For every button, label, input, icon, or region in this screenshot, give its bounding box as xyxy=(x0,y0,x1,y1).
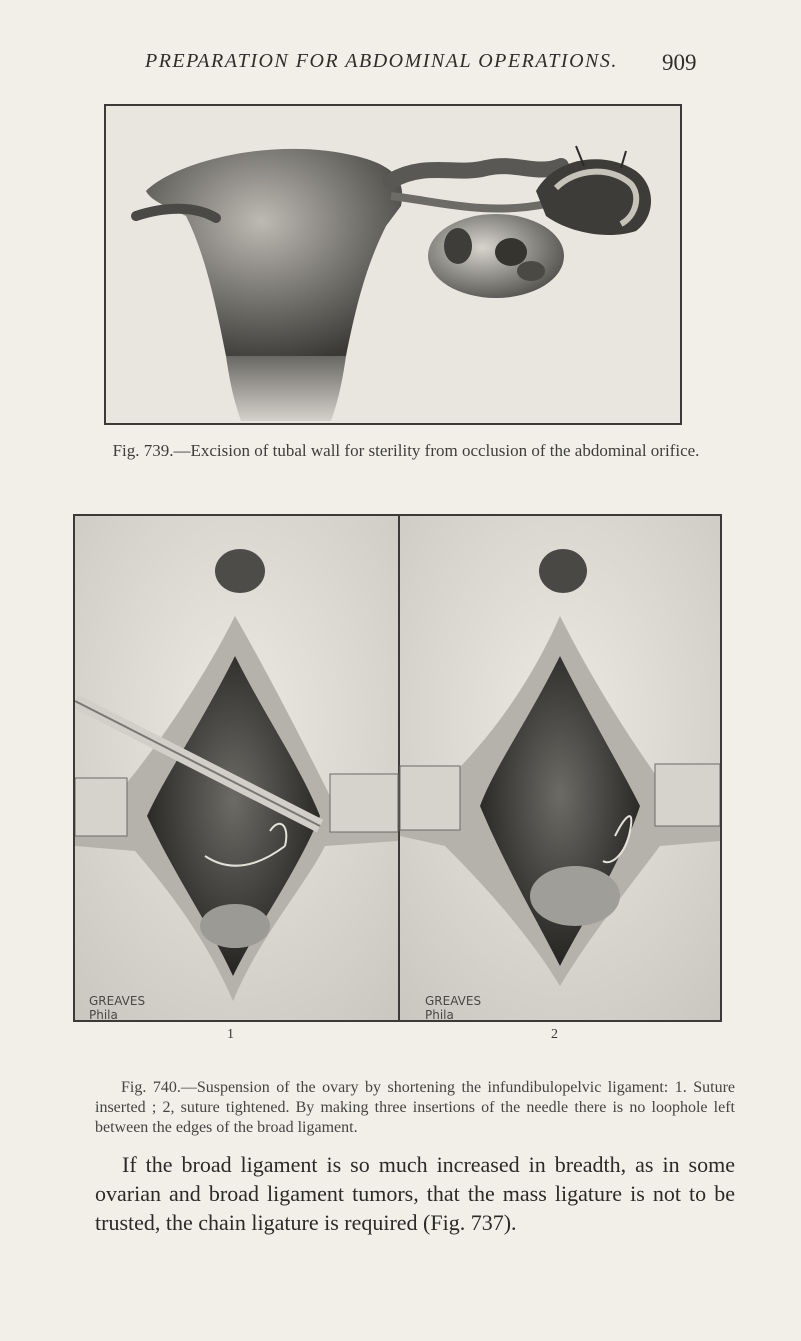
page-number: 909 xyxy=(662,50,697,75)
running-head: PREPARATION FOR ABDOMINAL OPERATIONS. xyxy=(145,50,618,72)
panel-2-number: 2 xyxy=(551,1027,558,1042)
figure-739-illustration xyxy=(104,104,682,425)
body-paragraph: If the broad ligament is so much increased in breadth, as in some ovarian and broad ligament tumors, that the mass ligature is not to be trusted, the chain ligature is required (Fig. 737). xyxy=(95,1152,735,1235)
panel-2-engraver-mark: GREAVES Phila xyxy=(425,994,482,1022)
panel-1-number: 1 xyxy=(227,1027,234,1042)
ovary-suspension-drawing xyxy=(75,516,720,1020)
figure-740-caption: Fig. 740.—Suspension of the ovary by shortening the infundibulopelvic ligament: 1. Suture inserted ; 2, suture tightened. By making three insertions of the needle there is no loophole left between the edges of the broad ligament. xyxy=(95,1079,735,1136)
uterus-tube-drawing xyxy=(106,106,680,423)
figure-739-caption: Fig. 739.—Excision of tubal wall for sterility from occlusion of the abdominal orifice. xyxy=(112,441,700,460)
panel-1-engraver-mark: GREAVES Phila xyxy=(89,994,146,1022)
figure-740-illustration xyxy=(73,514,722,1022)
